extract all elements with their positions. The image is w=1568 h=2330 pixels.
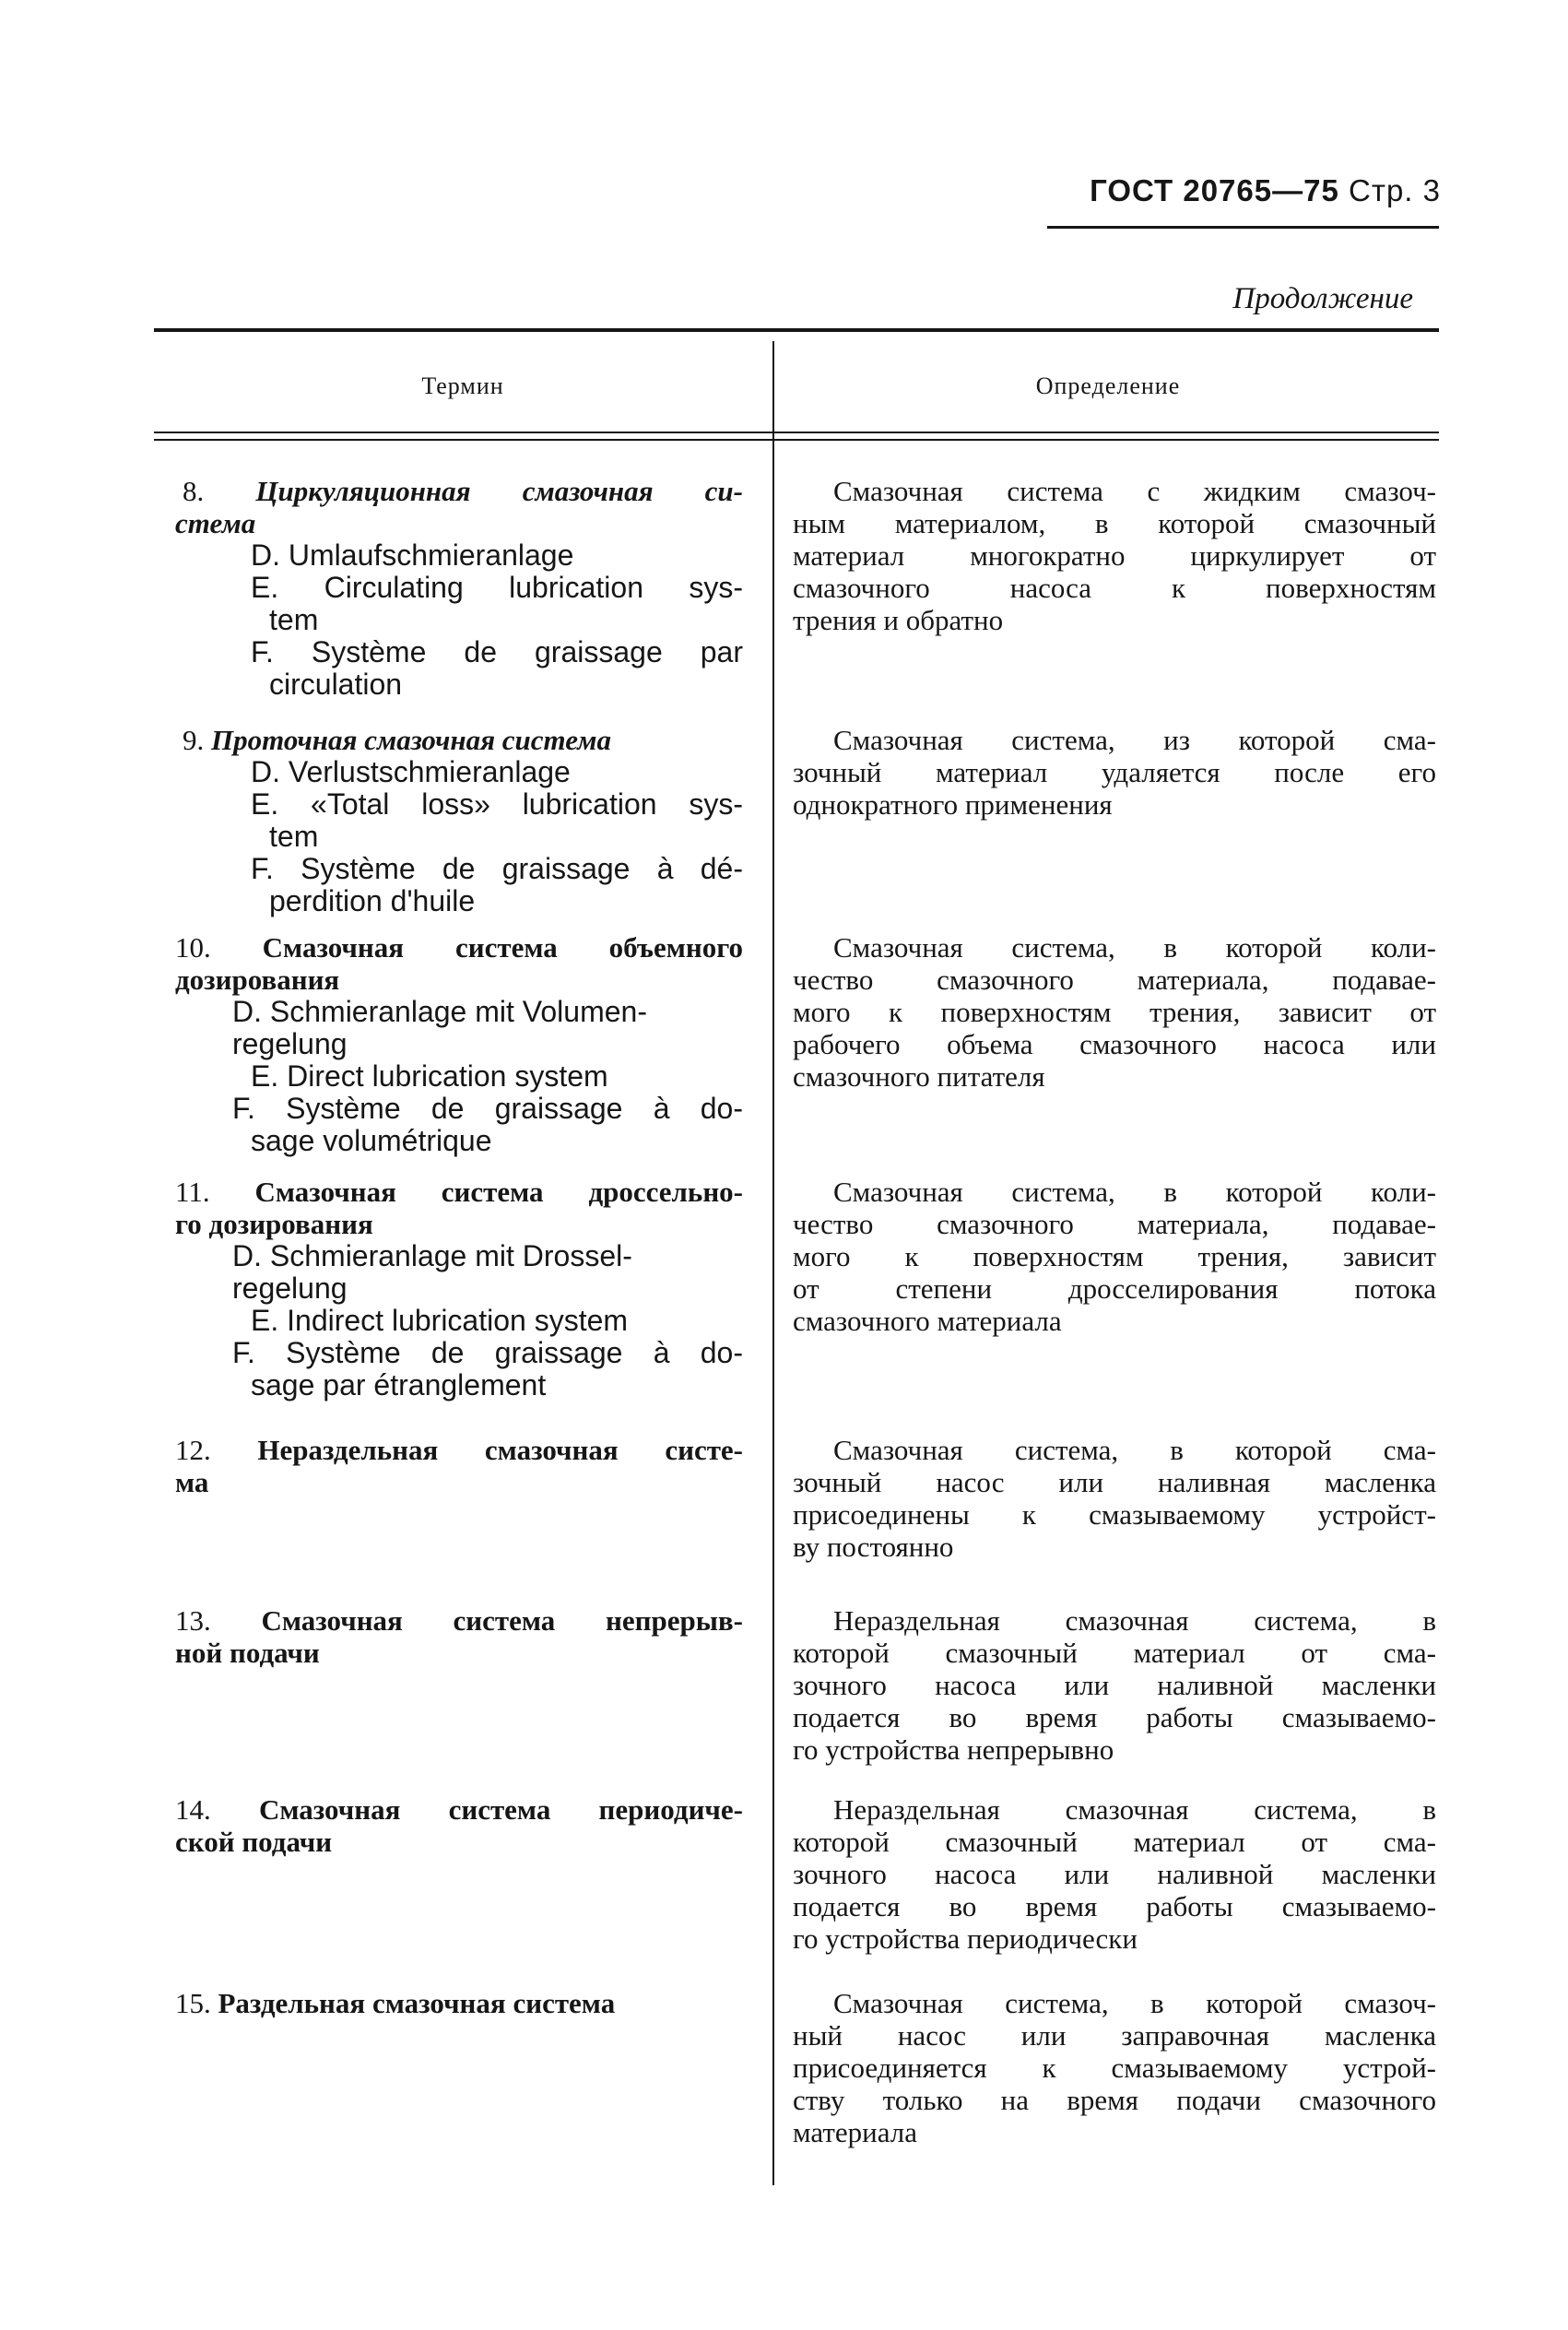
translation-line: D. Schmieranlage mit Drossel- xyxy=(232,1239,632,1272)
term-line xyxy=(175,475,743,507)
term-text: стема xyxy=(175,507,256,539)
definition-cell xyxy=(793,1176,1436,1337)
term-line xyxy=(175,1987,743,2019)
term-text: дозирования xyxy=(175,964,340,996)
term-text: Проточная смазочная система xyxy=(211,724,611,756)
definition-line: материал многократно циркулирует от xyxy=(793,539,1436,572)
column-divider xyxy=(772,341,774,2185)
term-text: ской подачи xyxy=(175,1826,333,1858)
definition-line: ный насос или заправочная масленка xyxy=(793,2019,1436,2052)
translation-line: E. Indirect lubrication system xyxy=(251,1304,629,1337)
term-text: Нераздельная смазочная систе- xyxy=(257,1434,744,1466)
definition-line: смазочного питателя xyxy=(793,1060,1045,1093)
continuation-label: Продолжение xyxy=(1232,282,1413,315)
definition-line: Смазочная система, из которой сма- xyxy=(833,724,1436,756)
definition-line: зочный материал удаляется после его xyxy=(793,756,1436,788)
translation-line: D. Verlustschmieranlage xyxy=(251,755,571,788)
definition-line: Смазочная система с жидким смазоч- xyxy=(833,475,1436,507)
translation-line: F. Système de graissage par xyxy=(251,635,743,668)
definition-line: материала xyxy=(793,2116,918,2148)
definition-line: мого к поверхностям трения, зависит от xyxy=(793,996,1436,1028)
term-cell xyxy=(175,724,743,917)
translation-line: perdition d'huile xyxy=(269,884,476,917)
translation-line: D. Umlaufschmieranlage xyxy=(251,538,574,572)
definition-cell xyxy=(793,1987,1436,2148)
term-cell xyxy=(175,1434,743,1498)
definition-line: зочного насоса или наливной масленки xyxy=(793,1858,1436,1890)
term-text: Смазочная система объемного xyxy=(262,931,743,964)
definition-line: Смазочная система, в которой коли- xyxy=(833,1176,1436,1208)
header-double-rule-top xyxy=(154,432,1439,433)
definition-line: го устройства непрерывно xyxy=(793,1733,1114,1766)
definition-line: смазочного материала xyxy=(793,1305,1062,1337)
term-number: 15. xyxy=(175,1987,211,2019)
translation-line: F. Système de graissage à dé- xyxy=(251,852,743,885)
term-line xyxy=(175,1637,743,1669)
translation-line: F. Système de graissage à do- xyxy=(232,1092,743,1125)
definition-line: однократного применения xyxy=(793,788,1113,821)
definition-line: Смазочная система, в которой сма- xyxy=(833,1434,1436,1466)
definition-line: Нераздельная смазочная система, в xyxy=(833,1604,1436,1637)
term-text: го дозирования xyxy=(175,1208,373,1240)
translation-line: F. Système de graissage à do- xyxy=(232,1336,743,1369)
table-top-rule xyxy=(154,328,1439,332)
definition-line: которой смазочный материал от сма- xyxy=(793,1637,1436,1669)
definition-line: присоединяется к смазываемому устрой- xyxy=(793,2052,1436,2084)
translation-line: D. Schmieranlage mit Volumen- xyxy=(232,995,647,1028)
term-cell xyxy=(175,1604,743,1669)
term-line xyxy=(175,964,743,996)
term-line xyxy=(175,724,743,756)
term-number: 8. xyxy=(183,475,205,507)
definition-line: присоединены к смазываемому устройст- xyxy=(793,1498,1436,1531)
definition-line: чество смазочного материала, подавае- xyxy=(793,964,1436,996)
translation-line: tem xyxy=(269,820,319,853)
term-text: Смазочная система периодиче- xyxy=(258,1793,743,1826)
header-double-rule-bottom xyxy=(154,439,1439,441)
definition-line: которой смазочный материал от сма- xyxy=(793,1826,1436,1858)
term-line xyxy=(175,1466,743,1498)
definition-cell xyxy=(793,1434,1436,1563)
translation-line: sage par étranglement xyxy=(251,1368,547,1402)
term-line xyxy=(175,507,743,539)
term-text: Раздельная смазочная система xyxy=(218,1987,616,2019)
definition-cell xyxy=(793,724,1436,821)
term-cell xyxy=(175,1987,743,2019)
term-cell xyxy=(175,475,743,701)
definition-line: чество смазочного материала, подавае- xyxy=(793,1208,1436,1240)
definition-cell xyxy=(793,1604,1436,1766)
header-rule xyxy=(1047,226,1439,229)
definition-line: мого к поверхностям трения, зависит xyxy=(793,1240,1436,1272)
term-cell xyxy=(175,1793,743,1858)
term-text: Циркуляционная смазочная си- xyxy=(255,475,744,507)
definition-line: ву постоянно xyxy=(793,1531,954,1563)
term-line xyxy=(175,1176,743,1208)
term-cell xyxy=(175,931,743,1157)
definition-line: от степени дросселирования потока xyxy=(793,1272,1436,1305)
definition-line: зочного насоса или наливной масленки xyxy=(793,1669,1436,1701)
column-header-definition: Определение xyxy=(1035,373,1181,399)
term-line xyxy=(175,1793,743,1826)
translation-line: circulation xyxy=(269,668,403,701)
translation-line: regelung xyxy=(232,1027,348,1060)
term-line xyxy=(175,1434,743,1466)
definition-line: ству только на время подачи смазочного xyxy=(793,2084,1436,2116)
term-text: Смазочная система дроссельно- xyxy=(254,1176,744,1208)
term-text: Смазочная система непрерыв- xyxy=(261,1604,743,1637)
definition-line: трения и обратно xyxy=(793,604,1004,636)
translation-line: regelung xyxy=(232,1271,348,1305)
definition-line: подается во время работы смазываемо- xyxy=(793,1890,1436,1922)
definition-line: смазочного насоса к поверхностям xyxy=(793,572,1436,604)
translation-line: tem xyxy=(269,603,319,636)
term-number: 11. xyxy=(175,1176,210,1208)
term-line xyxy=(175,1208,743,1240)
term-number: 12. xyxy=(175,1434,211,1466)
column-header-term: Термин xyxy=(421,373,504,399)
definition-line: Смазочная система, в которой коли- xyxy=(833,931,1436,964)
definition-line: подается во время работы смазываемо- xyxy=(793,1701,1436,1733)
definition-line: зочный насос или наливная масленка xyxy=(793,1466,1436,1498)
definition-cell xyxy=(793,475,1436,636)
page-header xyxy=(1090,173,1441,208)
term-line xyxy=(175,931,743,964)
term-number: 9. xyxy=(183,724,205,756)
term-line xyxy=(175,1826,743,1858)
definition-line: Нераздельная смазочная система, в xyxy=(833,1793,1436,1826)
term-number: 10. xyxy=(175,931,211,964)
definition-line: Смазочная система, в которой смазоч- xyxy=(833,1987,1436,2019)
translation-line: sage volumétrique xyxy=(251,1124,492,1157)
translation-line: E. Direct lubrication system xyxy=(251,1059,608,1093)
term-number: 13. xyxy=(175,1604,211,1637)
term-text: ной подачи xyxy=(175,1637,320,1669)
definition-line: го устройства периодически xyxy=(793,1922,1138,1955)
standard-number: ГОСТ 20765—75 xyxy=(1090,173,1339,207)
definition-cell xyxy=(793,931,1436,1093)
definition-line: рабочего объема смазочного насоса или xyxy=(793,1028,1436,1060)
translation-line: E. Circulating lubrication sys- xyxy=(251,571,743,604)
definition-cell xyxy=(793,1793,1436,1955)
translation-line: E. «Total loss» lubrication sys- xyxy=(251,787,743,821)
term-text: ма xyxy=(175,1466,209,1498)
page-number: Стр. 3 xyxy=(1349,173,1441,207)
term-line xyxy=(175,1604,743,1637)
term-cell xyxy=(175,1176,743,1402)
term-number: 14. xyxy=(175,1793,211,1826)
definition-line: ным материалом, в которой смазочный xyxy=(793,507,1436,539)
